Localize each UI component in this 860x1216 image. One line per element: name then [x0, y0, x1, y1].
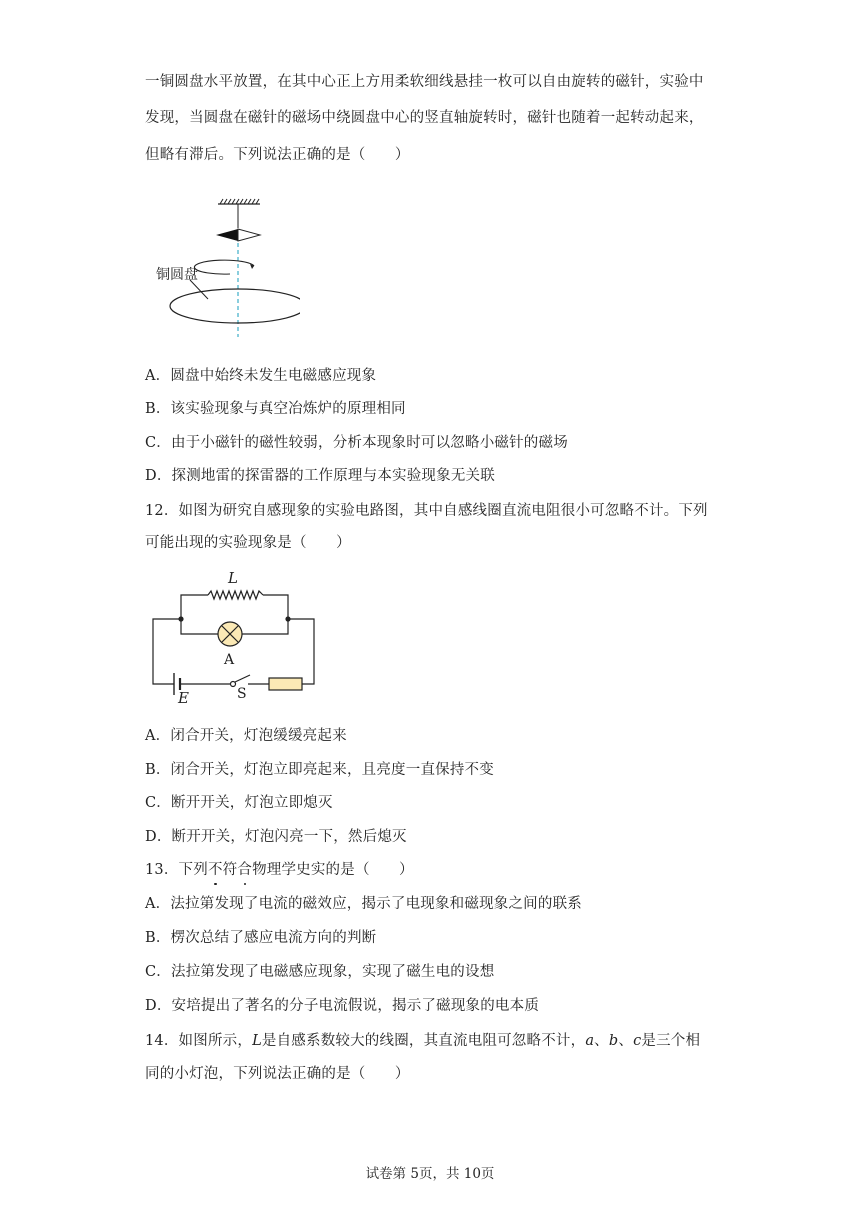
q14-stem-b: 是自感系数较大的线圈，其直流电阻可忽略不计，: [261, 1033, 586, 1049]
lamp-label: A: [224, 652, 235, 668]
q12-option-d: D．断开开关，灯泡闪亮一下，然后熄灭: [145, 829, 407, 845]
self-inductance-circuit: [148, 565, 323, 705]
q13-emphasis-char: 不: [207, 862, 223, 878]
q14-var-c: c: [633, 1033, 642, 1049]
copper-disc-figure: [150, 195, 300, 340]
battery-label: E: [178, 689, 189, 705]
q14-separator: 、: [594, 1033, 609, 1049]
q13-stem-suffix: 物理学史实的是（ ）: [252, 862, 414, 878]
q13-emphasis-char: 合: [237, 862, 253, 878]
q11-option-a: A．圆盘中始终未发生电磁感应现象: [145, 368, 377, 384]
q12-option-b: B．闭合开关，灯泡立即亮起来，且亮度一直保持不变: [145, 762, 494, 778]
copper-disc-label: 铜圆盘: [156, 267, 198, 283]
q14-stem-line-1: [145, 1031, 700, 1051]
q14-stem-a: 14．如图所示，: [145, 1033, 253, 1049]
q11-option-c: C．由于小磁针的磁性较弱，分析本现象时可以忽略小磁针的磁场: [145, 435, 568, 451]
q14-separator: 、: [618, 1033, 634, 1049]
q11-stem-line-3: 但略有滞后。下列说法正确的是（ ）: [145, 147, 410, 163]
q12-option-c: C．断开开关，灯泡立即熄灭: [145, 795, 333, 811]
q11-option-d: D．探测地雷的探雷器的工作原理与本实验现象无关联: [145, 468, 495, 484]
q14-var-b: b: [608, 1033, 619, 1049]
q11-stem-line-2: 发现，当圆盘在磁针的磁场中绕圆盘中心的竖直轴旋转时，磁针也随着一起转动起来，: [145, 110, 704, 126]
q13-option-b: B．楞次总结了感应电流方向的判断: [145, 930, 377, 946]
q12-stem-line-1: 12．如图为研究自感现象的实验电路图，其中自感线圈直流电阻很小可忽略不计。下列: [145, 503, 708, 519]
q12-option-a: A．闭合开关，灯泡缓缓亮起来: [145, 728, 347, 744]
q14-stem-c: 是三个相: [641, 1033, 701, 1049]
q12-stem-line-2: 可能出现的实验现象是（ ）: [145, 535, 351, 551]
q11-option-b: B．该实验现象与真空冶炼炉的原理相同: [145, 401, 406, 417]
q13-stem-prefix: 13．下列: [145, 862, 208, 878]
page-footer: 试卷第 5页，共 10页: [365, 1166, 495, 1182]
q14-var-L: L: [252, 1033, 262, 1049]
q13-stem-mid: 符: [222, 862, 238, 878]
q13-option-d: D．安培提出了著名的分子电流假说，揭示了磁现象的电本质: [145, 998, 540, 1014]
q14-stem-line-2: 同的小灯泡，下列说法正确的是（ ）: [145, 1066, 410, 1082]
q13-option-c: C．法拉第发现了电磁感应现象，实现了磁生电的设想: [145, 964, 495, 980]
switch-label: S: [237, 686, 247, 702]
q14-var-a: a: [585, 1033, 595, 1049]
q11-stem-line-1: 一铜圆盘水平放置，在其中心正上方用柔软细线悬挂一枚可以自由旋转的磁针，实验中: [145, 74, 704, 90]
inductor-label: L: [228, 569, 238, 587]
q13-option-a: A．法拉第发现了电流的磁效应，揭示了电现象和磁现象之间的联系: [145, 896, 582, 912]
q13-stem: [145, 860, 414, 880]
